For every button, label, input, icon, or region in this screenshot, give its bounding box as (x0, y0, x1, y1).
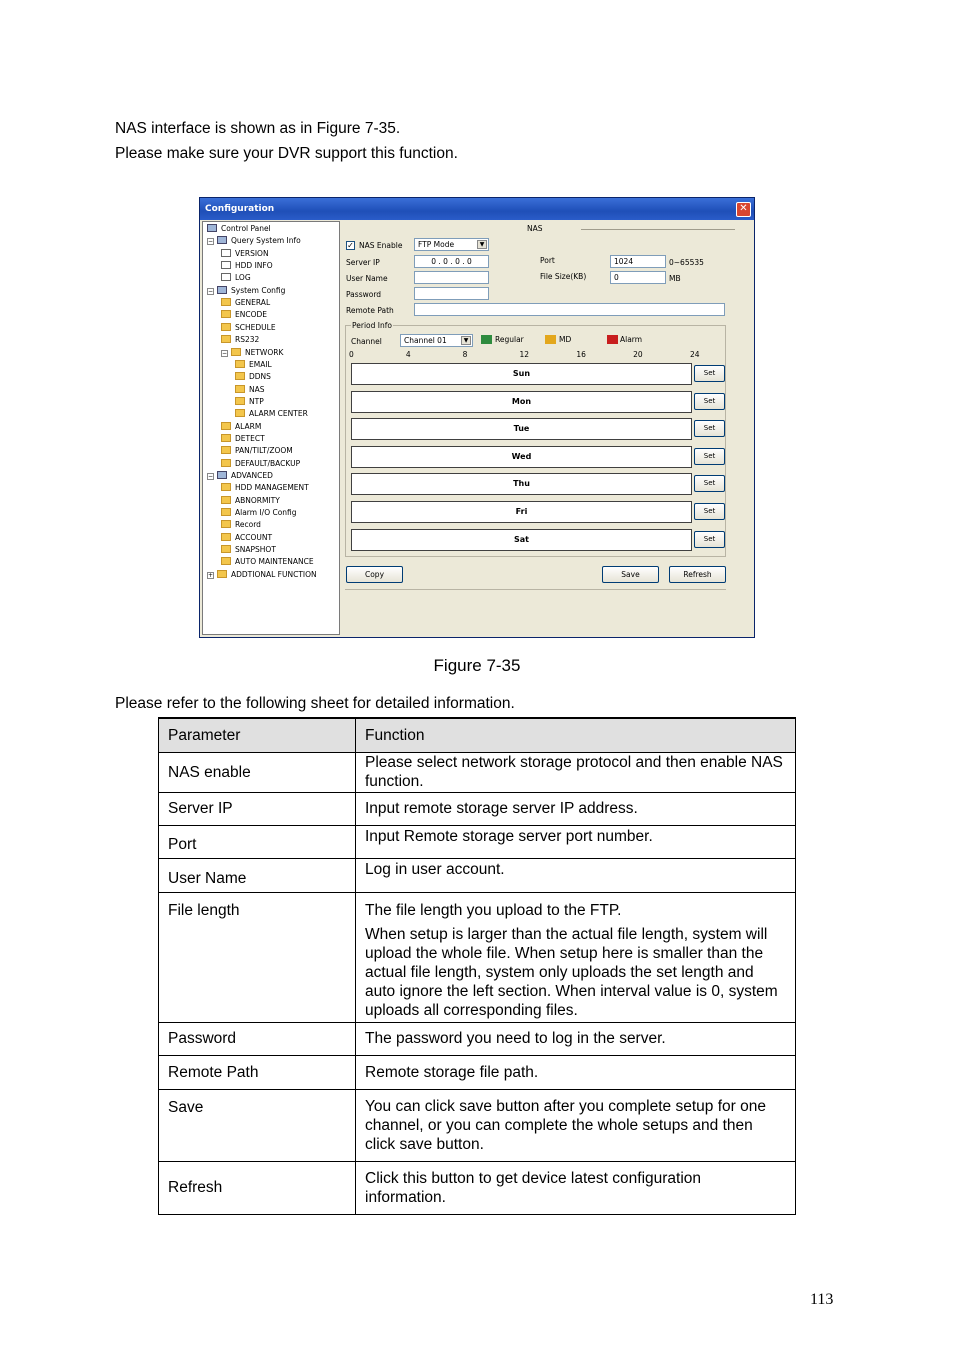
tree-item[interactable] (221, 483, 309, 493)
tree-item-label: Query System Info (231, 236, 301, 246)
day-row[interactable]: Mon (351, 391, 692, 413)
port-label: Port (540, 256, 555, 265)
param-cell: Refresh (159, 1161, 356, 1214)
server-ip-label: Server IP (346, 258, 380, 267)
section-divider (581, 229, 735, 230)
page-number: 113 (810, 1291, 834, 1308)
table-row (159, 1161, 796, 1214)
nas-enable-checkbox[interactable]: ✓ (347, 241, 354, 250)
folder-icon (221, 310, 231, 318)
function-cell: Please select network storage protocol and then enable NAS function. (356, 752, 796, 792)
set-button[interactable]: Set (694, 475, 725, 492)
tree-item[interactable] (221, 348, 283, 358)
configuration-window (199, 197, 755, 638)
set-button[interactable]: Set (694, 365, 725, 382)
tree-item[interactable] (221, 323, 276, 333)
folder-icon (221, 298, 231, 306)
tree-item-label: HDD INFO (235, 261, 273, 271)
tree-item[interactable] (221, 520, 261, 530)
folder-icon (217, 570, 227, 578)
tree-item-label: ALARM (235, 421, 262, 431)
chevron-down-icon[interactable]: ▼ (461, 336, 471, 345)
folder-icon (235, 397, 245, 405)
config-icon (217, 286, 227, 294)
folder-icon (221, 459, 231, 467)
nas-panel (341, 221, 754, 637)
tree-item-label: NAS (249, 384, 265, 394)
function-cell (356, 892, 796, 1022)
file-size-input[interactable]: 0 (610, 271, 666, 284)
tree-item-label: PAN/TILT/ZOOM (235, 446, 293, 456)
folder-icon (231, 348, 241, 356)
hour-tick: 8 (462, 350, 468, 359)
tree-item-label: EMAIL (249, 359, 272, 369)
table-header-row (159, 718, 796, 752)
folder-icon (221, 557, 231, 565)
folder-icon (235, 360, 245, 368)
tree-item[interactable] (221, 545, 276, 555)
tree-item[interactable] (221, 298, 270, 308)
hour-tick: 12 (519, 350, 530, 359)
tree-item-label: ADDTIONAL FUNCTION (231, 569, 317, 579)
tree-item-label: ABNORMITY (235, 495, 280, 505)
function-cell: You can click save button after you complete setup for one channel, or you can complete the whole setups and then click save button. (356, 1089, 796, 1161)
folder-icon (221, 496, 231, 504)
function-cell: Click this button to get device latest configuration information. (356, 1161, 796, 1214)
tree-item-label: ALARM CENTER (249, 409, 308, 419)
tree-item[interactable] (221, 335, 259, 345)
hour-tick: 16 (576, 350, 586, 359)
day-row[interactable]: Thu (351, 473, 692, 495)
tree-item[interactable] (221, 496, 280, 506)
tree-item[interactable] (221, 533, 272, 543)
folder-icon (221, 434, 231, 442)
folder-icon (221, 323, 231, 331)
tree-item-label: LOG (235, 273, 251, 283)
tree-item[interactable] (207, 286, 285, 296)
day-row[interactable]: Sun (351, 363, 692, 385)
tree-item[interactable] (221, 261, 273, 271)
section-title: NAS (527, 224, 543, 233)
window-titlebar (200, 198, 754, 220)
figure-caption: Figure 7-35 (433, 656, 521, 675)
function-cell: Input remote storage server IP address. (356, 792, 796, 825)
legend-regular-label: Regular (495, 335, 524, 344)
hour-tick: 20 (633, 350, 643, 359)
set-button[interactable]: Set (694, 531, 725, 548)
expand-icon[interactable]: + (208, 571, 214, 579)
tree-item[interactable] (235, 409, 308, 419)
folder-icon (221, 483, 231, 491)
param-cell: File length (159, 892, 356, 1022)
day-row[interactable]: Tue (351, 418, 692, 440)
tree-item-label: DEFAULT/BACKUP (235, 458, 301, 468)
table-row (159, 792, 796, 825)
query-icon (217, 236, 227, 244)
intro-line-1: NAS interface is shown as in Figure 7-35. (115, 120, 401, 137)
legend-md-label: MD (559, 335, 572, 344)
user-name-input[interactable] (414, 271, 489, 284)
save-button[interactable]: Save (602, 566, 659, 583)
tree-item[interactable] (221, 557, 314, 567)
table-row (159, 1055, 796, 1089)
function-cell: Remote storage file path. (356, 1055, 796, 1089)
collapse-icon[interactable]: − (208, 287, 214, 295)
function-text-detail: When setup is larger than the actual file length, system will upload the whole file. When setup here is smaller than the actual file length, system only uploads the set length and auto ignore the left section. When interval value is 0, system uploads all corresponding files. (365, 925, 778, 1019)
set-button[interactable]: Set (694, 448, 725, 465)
tree-item[interactable] (221, 273, 251, 283)
collapse-icon[interactable]: − (208, 473, 214, 480)
tree-item-label: Alarm I/O Config (235, 508, 297, 518)
function-cell: Input Remote storage server port number. (356, 825, 796, 858)
tree-item[interactable] (235, 397, 264, 407)
doc-icon (221, 249, 231, 257)
set-button[interactable]: Set (694, 503, 725, 520)
tree-item[interactable] (207, 570, 317, 580)
table-row (159, 1089, 796, 1161)
hour-tick: 24 (690, 350, 700, 359)
tree-item-label: ADVANCED (231, 471, 273, 480)
remote-path-label: Remote Path (346, 306, 394, 315)
tree-item[interactable] (221, 310, 267, 320)
tree-item-label: ENCODE (235, 310, 268, 320)
password-label: Password (346, 290, 382, 299)
function-text: The file length you upload to the FTP. (365, 901, 622, 919)
tree-item[interactable] (221, 459, 300, 469)
tree-item-label: ACCOUNT (235, 532, 273, 542)
tree-item[interactable] (235, 360, 272, 370)
collapse-icon[interactable]: − (208, 238, 214, 246)
folder-icon (221, 446, 231, 454)
channel-select[interactable] (400, 334, 473, 347)
folder-icon (235, 409, 245, 417)
mode-select[interactable] (414, 238, 489, 251)
channel-label: Channel (351, 337, 382, 346)
tree-item-label: GENERAL (235, 298, 271, 308)
tree-item-label: Control Panel (221, 224, 271, 233)
tree-item[interactable] (207, 224, 271, 234)
bottom-divider (345, 589, 726, 590)
function-cell: The password you need to log in the server. (356, 1022, 796, 1055)
port-input[interactable]: 1024 (610, 255, 666, 268)
param-cell: Password (159, 1022, 356, 1055)
copy-button[interactable]: Copy (346, 566, 403, 583)
function-cell: Log in user account. (356, 858, 796, 892)
tree-item-label: DDNS (249, 372, 271, 382)
folder-icon (235, 385, 245, 393)
doc-icon (221, 273, 231, 281)
close-icon[interactable]: ✕ (736, 202, 751, 217)
table-row (159, 892, 796, 1022)
tree-item[interactable] (221, 508, 297, 518)
param-cell: User Name (159, 858, 356, 892)
day-row[interactable]: Wed (351, 446, 692, 468)
set-button[interactable]: Set (694, 420, 725, 437)
table-row (159, 752, 796, 792)
advanced-icon (217, 471, 227, 479)
legend-md-swatch (545, 335, 556, 344)
tree-item[interactable] (207, 471, 273, 481)
control-panel-icon (207, 224, 217, 232)
param-cell: Server IP (159, 792, 356, 825)
param-cell: Port (159, 825, 356, 858)
window-title: Configuration (205, 204, 275, 214)
param-cell: Save (159, 1089, 356, 1161)
table-row (159, 825, 796, 858)
legend-alarm-label: Alarm (620, 335, 643, 344)
tree-item[interactable] (221, 434, 265, 444)
legend-regular-swatch (481, 335, 492, 344)
day-row[interactable]: Sat (351, 529, 692, 551)
tree-item-label: NTP (249, 396, 264, 406)
config-tree (202, 221, 340, 635)
user-name-label: User Name (346, 274, 388, 283)
tree-item[interactable] (235, 385, 265, 395)
tree-item[interactable] (221, 446, 293, 456)
tree-item[interactable] (221, 249, 269, 259)
refresh-button[interactable]: Refresh (669, 566, 726, 583)
tree-item[interactable] (221, 422, 261, 432)
chevron-down-icon[interactable]: ▼ (477, 240, 487, 249)
port-range: 0~65535 (669, 258, 704, 267)
file-size-unit: MB (669, 274, 681, 283)
tree-item-label: DETECT (235, 433, 265, 443)
period-info-label: Period Info (352, 321, 392, 330)
hour-tick: 0 (349, 350, 354, 359)
table-row (159, 1022, 796, 1055)
tree-item-label: NETWORK (245, 347, 284, 357)
param-cell: NAS enable (159, 752, 356, 792)
tree-item-label: RS232 (235, 335, 260, 345)
folder-icon (221, 508, 231, 516)
intro-line-2: Please make sure your DVR support this function. (115, 145, 458, 162)
mode-value: FTP Mode (418, 240, 455, 249)
tree-item-label: System Config (231, 285, 286, 295)
set-button[interactable]: Set (694, 393, 725, 410)
tree-item[interactable] (207, 236, 301, 246)
file-size-label: File Size(KB) (540, 272, 587, 281)
tree-item-label: AUTO MAINTENANCE (235, 557, 314, 567)
password-input[interactable] (414, 287, 489, 300)
parameter-table (158, 717, 796, 1215)
header-parameter: Parameter (159, 718, 356, 752)
folder-icon (221, 422, 231, 430)
tree-item-label: SNAPSHOT (235, 545, 276, 555)
doc-icon (221, 261, 231, 269)
nas-enable-label: NAS Enable (359, 241, 403, 250)
tree-item-label: SCHEDULE (235, 322, 276, 332)
hour-tick: 4 (405, 350, 411, 359)
sheet-intro: Please refer to the following sheet for detailed information. (115, 695, 515, 712)
folder-icon (221, 545, 231, 553)
legend-alarm-swatch (607, 335, 618, 344)
server-ip-input[interactable]: 0 . 0 . 0 . 0 (414, 255, 489, 268)
folder-icon (221, 520, 231, 528)
folder-icon (221, 533, 231, 541)
param-cell: Remote Path (159, 1055, 356, 1089)
tree-item-label: HDD MANAGEMENT (235, 483, 309, 493)
tree-item[interactable] (235, 372, 271, 382)
header-function: Function (356, 718, 796, 752)
channel-value: Channel 01 (404, 336, 447, 345)
folder-icon (221, 335, 231, 343)
remote-path-input[interactable] (414, 303, 725, 316)
collapse-icon[interactable]: − (222, 349, 228, 357)
table-row (159, 858, 796, 892)
tree-item-label: Record (235, 520, 261, 530)
day-row[interactable]: Fri (351, 501, 692, 523)
tree-item-label: VERSION (235, 248, 269, 258)
folder-icon (235, 372, 245, 380)
